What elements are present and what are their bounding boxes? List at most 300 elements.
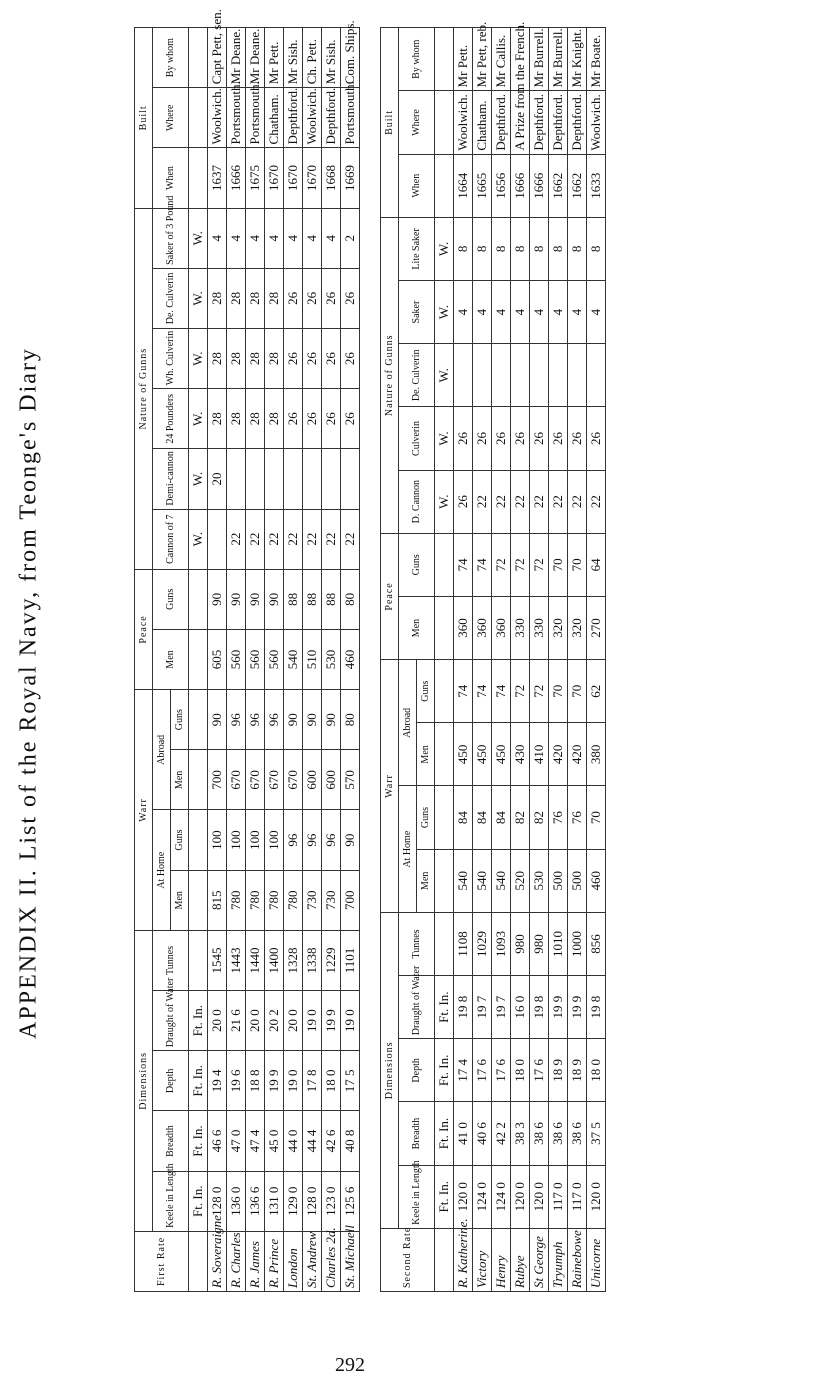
column-header: Keele in Length [399,1165,435,1228]
at-home-header: At Home [153,810,171,930]
cell: 26 [322,268,341,328]
unit-label [435,533,454,596]
cell [530,344,549,407]
cell: 74 [473,660,492,723]
cell: 74 [473,533,492,596]
cell: 19 8 [454,976,473,1039]
unit-label: W. [189,389,208,449]
cell: 129 0 [284,1171,303,1231]
cell: Mr Deane. [246,28,265,88]
cell: Mr Knight. [568,28,587,91]
cell: 26 [341,329,360,389]
cell: 28 [265,389,284,449]
ship-name: Victory [473,1228,492,1291]
column-header: Men [417,723,435,786]
column-header: De. Culverin [153,268,189,328]
table-row [473,28,492,1292]
cell: 450 [492,723,511,786]
cell: 22 [284,509,303,569]
cell: 980 [511,912,530,975]
cell: 26 [303,329,322,389]
cell: 26 [322,329,341,389]
cell: 72 [511,660,530,723]
cell: 20 [208,449,227,509]
table-row [284,28,303,1292]
cell: Capt Pett, sen. [208,28,227,88]
cell: 37 5 [587,1102,606,1165]
cell: 74 [492,660,511,723]
cell: 8 [511,217,530,280]
cell: 780 [246,870,265,930]
cell: 26 [587,407,606,470]
cell: Depthford. [492,91,511,154]
cell: 530 [322,629,341,689]
cell: 70 [549,533,568,596]
cell [492,344,511,407]
cell: 500 [568,849,587,912]
peace-header: Peace [135,569,153,689]
unit-label: W. [435,281,454,344]
cell: 123 0 [322,1171,341,1231]
cell: 560 [265,629,284,689]
cell: 22 [473,470,492,533]
cell: 70 [568,660,587,723]
cell: 18 8 [246,1051,265,1111]
cell: 540 [473,849,492,912]
cell: 730 [303,870,322,930]
cell: 520 [511,849,530,912]
cell [284,449,303,509]
cell: 780 [284,870,303,930]
cell: 600 [322,750,341,810]
cell: 1666 [227,148,246,208]
cell: 18 0 [322,1051,341,1111]
cell: 1108 [454,912,473,975]
cell: 28 [246,389,265,449]
cell [549,344,568,407]
cell: 88 [303,569,322,629]
column-header: Lite Saker [399,217,435,280]
table-row [530,28,549,1292]
cell: 128 0 [303,1171,322,1231]
cell: 44 0 [284,1111,303,1171]
cell: 28 [246,268,265,328]
table-row [322,28,341,1292]
cell: Chatham. [473,91,492,154]
cell: 72 [511,533,530,596]
cell: 4 [473,281,492,344]
cell: 88 [322,569,341,629]
unit-label: W. [189,208,208,268]
cell: 19 8 [587,976,606,1039]
cell: 360 [492,596,511,659]
cell [246,449,265,509]
cell: 124 0 [492,1165,511,1228]
cell: Depthford. [549,91,568,154]
cell [511,344,530,407]
cell: 120 0 [530,1165,549,1228]
cell: 1029 [473,912,492,975]
column-header: Saker of 3 Pound [153,208,189,268]
cell [341,449,360,509]
cell: 4 [530,281,549,344]
column-header: Guns [171,810,189,870]
cell: 4 [549,281,568,344]
cell: 96 [322,810,341,870]
column-header: By whom [399,28,435,91]
cell: 136 6 [246,1171,265,1231]
cell: 1666 [511,154,530,217]
cell: 8 [587,217,606,280]
cell: 22 [492,470,511,533]
cell: 19 7 [473,976,492,1039]
cell: 124 0 [473,1165,492,1228]
cell: 28 [265,268,284,328]
cell: 980 [530,912,549,975]
cell: 1229 [322,930,341,990]
unit-label: W. [435,470,454,533]
unit-label: W. [435,217,454,280]
ship-name: R. Charles [227,1231,246,1291]
cell: 90 [322,690,341,750]
built-header: Built [381,28,399,218]
cell: Portsmouth. [341,88,360,148]
unit-label: W. [189,329,208,389]
cell: 1664 [454,154,473,217]
unit-label [189,88,208,148]
warr-header: Warr [381,660,399,913]
cell [303,449,322,509]
cell: 26 [568,407,587,470]
cell: 4 [568,281,587,344]
unit-label: W. [189,509,208,569]
cell: 62 [587,660,606,723]
cell: 330 [511,596,530,659]
unit-label [435,596,454,659]
unit-label [189,870,208,930]
cell: 45 0 [265,1111,284,1171]
cell: 430 [511,723,530,786]
cell: 560 [246,629,265,689]
cell: 17 6 [530,1039,549,1102]
cell: 80 [341,690,360,750]
cell: Portsmouth. [246,88,265,148]
unit-label [435,660,454,723]
cell: 26 [341,389,360,449]
table-row [492,28,511,1292]
cell: 17 6 [473,1039,492,1102]
cell: 96 [227,690,246,750]
table-gap [360,20,374,1300]
cell: 730 [322,870,341,930]
cell: Mr Deane. [227,28,246,88]
cell: 17 6 [492,1039,511,1102]
cell: 380 [587,723,606,786]
column-header: Men [399,596,435,659]
cell: Depthford. [568,91,587,154]
cell: 1443 [227,930,246,990]
cell [208,509,227,569]
cell: 815 [208,870,227,930]
ship-name: Rubye [511,1228,530,1291]
cell: 128 0 [208,1171,227,1231]
cell: 410 [530,723,549,786]
cell: 4 [511,281,530,344]
cell: 84 [454,786,473,849]
cell: 20 0 [246,991,265,1051]
unit-label [189,690,208,750]
cell: 1093 [492,912,511,975]
column-header: Men [417,849,435,912]
cell: 100 [208,810,227,870]
unit-label [189,1231,208,1291]
cell: 1545 [208,930,227,990]
cell: 26 [454,470,473,533]
cell: Mr Boate. [587,28,606,91]
cell: 320 [568,596,587,659]
cell: 42 6 [322,1111,341,1171]
cell: 540 [454,849,473,912]
rotated-ledger [128,9,818,1300]
column-header: Where [399,91,435,154]
cell: Mr Pett, reb. [473,28,492,91]
cell [568,344,587,407]
cell: 19 0 [341,991,360,1051]
cell: 96 [246,690,265,750]
cell: 70 [587,786,606,849]
cell: 22 [568,470,587,533]
warr-header: Warr [135,690,153,931]
column-header: D. Cannon [399,470,435,533]
unit-label: Ft. In. [435,976,454,1039]
column-header: Where [153,88,189,148]
second-rate-table [380,21,606,1292]
cell: 26 [511,407,530,470]
cell [265,449,284,509]
cell: 460 [341,629,360,689]
cell [322,449,341,509]
table-row [246,28,265,1292]
ship-name: Henry [492,1228,511,1291]
table-row [208,28,227,1292]
cell: 84 [492,786,511,849]
cell: 330 [530,596,549,659]
column-header: By whom [153,28,189,88]
table-row [227,28,246,1292]
ship-name: St. Andrew [303,1231,322,1291]
cell: 21 6 [227,991,246,1051]
cell: 18 9 [568,1039,587,1102]
cell: Mr Burrell. [530,28,549,91]
cell: 76 [568,786,587,849]
unit-label [435,91,454,154]
cell: 19 7 [492,976,511,1039]
cell: 22 [246,509,265,569]
cell: 26 [284,329,303,389]
cell: 26 [322,389,341,449]
cell: 530 [530,849,549,912]
cell: 18 0 [587,1039,606,1102]
cell: 26 [473,407,492,470]
cell: A Prize from the French. [511,91,530,154]
cell: Mr Sish. [322,28,341,88]
cell: 46 6 [208,1111,227,1171]
cell: 80 [341,569,360,629]
column-header: Guns [399,533,435,596]
cell: 22 [530,470,549,533]
cell: 74 [454,660,473,723]
dimensions-header: Dimensions [135,930,153,1231]
unit-label [435,28,454,91]
unit-label: W. [189,449,208,509]
column-header: Tunnes [153,930,189,990]
column-header: When [399,154,435,217]
cell: 780 [265,870,284,930]
unit-label [435,786,454,849]
cell: 26 [530,407,549,470]
cell: 1662 [549,154,568,217]
cell: 20 0 [284,991,303,1051]
column-header: Breadth [399,1102,435,1165]
cell: 270 [587,596,606,659]
unit-label [189,810,208,870]
cell: 20 0 [208,991,227,1051]
column-header: Breadth [153,1111,189,1171]
cell: 500 [549,849,568,912]
unit-label: W. [435,344,454,407]
cell: 90 [341,810,360,870]
cell: 26 [492,407,511,470]
cell: 70 [549,660,568,723]
ship-name: Charles 2d. [322,1231,341,1291]
cell: Depthford. [284,88,303,148]
cell: 4 [246,208,265,268]
unit-label [435,849,454,912]
cell: 420 [549,723,568,786]
cell: 1675 [246,148,265,208]
column-header: When [153,148,189,208]
cell: 22 [303,509,322,569]
cell: 780 [227,870,246,930]
cell: 700 [208,750,227,810]
cell: 540 [492,849,511,912]
cell: 856 [587,912,606,975]
cell: 510 [303,629,322,689]
column-header: Depth [153,1051,189,1111]
cell: 26 [303,268,322,328]
cell: 19 9 [265,1051,284,1111]
cell: 4 [492,281,511,344]
unit-label: Ft. In. [189,1051,208,1111]
cell: 4 [284,208,303,268]
column-header: Guns [171,690,189,750]
unit-label: Ft. In. [189,1171,208,1231]
cell: 84 [473,786,492,849]
ship-name: R. James [246,1231,265,1291]
unit-label: Ft. In. [435,1165,454,1228]
cell: 1669 [341,148,360,208]
table-row [587,28,606,1292]
ship-name: Tryumph [549,1228,568,1291]
cell: 1633 [587,154,606,217]
cell: 72 [530,533,549,596]
cell: 1665 [473,154,492,217]
cell: 38 6 [530,1102,549,1165]
unit-label [435,154,454,217]
cell: 460 [587,849,606,912]
cell: 96 [284,810,303,870]
cell: Portsmouth. [227,88,246,148]
cell: 4 [303,208,322,268]
page-number: 292 [335,1354,365,1376]
cell: 17 5 [341,1051,360,1111]
cell: 136 0 [227,1171,246,1231]
cell: 120 0 [511,1165,530,1228]
cell: 28 [227,329,246,389]
cell: 26 [284,268,303,328]
cell: 117 0 [568,1165,587,1228]
dimensions-header: Dimensions [381,912,399,1228]
cell: 74 [454,533,473,596]
at-home-header: At Home [399,786,417,912]
unit-label [189,629,208,689]
cell: 4 [587,281,606,344]
column-header: Cannon of 7 [153,509,189,569]
cell: 1662 [568,154,587,217]
cell [227,449,246,509]
cell: 16 0 [511,976,530,1039]
cell: 8 [473,217,492,280]
cell: Woolwich. [208,88,227,148]
unit-label: Ft. In. [435,1102,454,1165]
cell: 19 0 [303,991,322,1051]
cell: 1010 [549,912,568,975]
cell: 90 [227,569,246,629]
unit-label: W. [189,268,208,328]
cell: 19 9 [322,991,341,1051]
cell: 1000 [568,912,587,975]
cell: 19 6 [227,1051,246,1111]
cell: 4 [454,281,473,344]
unit-label [435,1228,454,1291]
cell: 360 [473,596,492,659]
cell: 1656 [492,154,511,217]
cell: 320 [549,596,568,659]
cell: Ch. Pett. [303,28,322,88]
cell: 40 6 [473,1102,492,1165]
rate-title: First Rate [135,1231,189,1291]
column-header: Depth [399,1039,435,1102]
cell: 82 [511,786,530,849]
cell: 90 [303,690,322,750]
cell: 1668 [322,148,341,208]
cell: 96 [303,810,322,870]
cell: 22 [341,509,360,569]
cell: 1338 [303,930,322,990]
cell: 8 [549,217,568,280]
cell: 41 0 [454,1102,473,1165]
cell: 26 [341,268,360,328]
unit-label [189,148,208,208]
cell: 670 [227,750,246,810]
cell: 540 [284,629,303,689]
table-row [303,28,322,1292]
column-header: Draught of Water [399,976,435,1039]
ship-name: St. Michaell [341,1231,360,1291]
column-header: Demi-cannon [153,449,189,509]
cell: 2 [341,208,360,268]
cell: 88 [284,569,303,629]
